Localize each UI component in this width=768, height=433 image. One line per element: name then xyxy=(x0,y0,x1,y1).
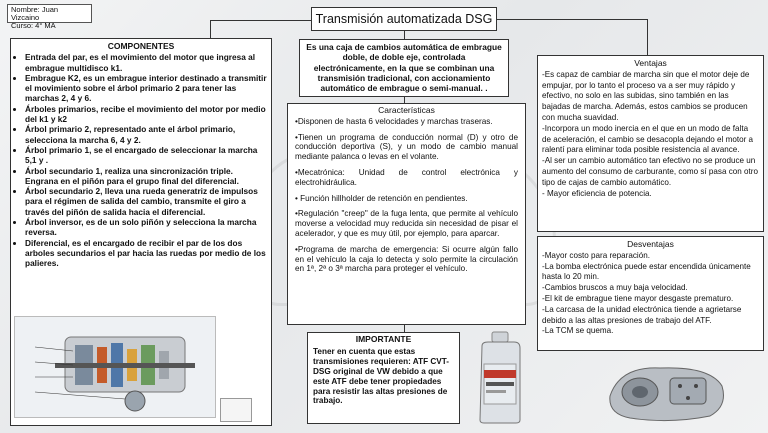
caracteristicas-box xyxy=(287,103,526,325)
caracteristica-item: •Mecatrónica: Unidad de control electrónica y electrohidráulica. xyxy=(295,167,518,187)
connector-line xyxy=(210,20,211,38)
caracteristica-item: •Programa de marcha de emergencia: Si ocurre algún fallo en el vehículo la caja lo detecta y solo permite la circulación en 1ª, 2ª o 3ª marcha para proteger el vehículo. xyxy=(295,244,518,274)
desventaja-item: -La TCM se quema. xyxy=(542,326,614,336)
desventaja-item: -La carcasa de la unidad electrónica tiende a agrietarse debido a las altas presiones de trabajo del ATF. xyxy=(542,304,742,325)
ventaja-item: - Mayor eficiencia de potencia. xyxy=(542,188,652,198)
ventaja-item: -Es capaz de cambiar de marcha sin que el motor deje de empujar, por lo tanto el proceso va a ser muy rápido y efectivo, no solo en las subidas, sino también en las bajadas de marcha. Además, estos cambios se producen con mucha suavidad. xyxy=(542,69,750,122)
caracteristica-item: • Función hillholder de retención en pendientes. xyxy=(295,193,468,203)
caracteristicas-heading: Características xyxy=(378,105,435,115)
component-item: • Árbol primario 1, se el encargado de seleccionar la marcha 5,1 y . xyxy=(25,145,267,166)
gearbox-cutaway-diagram xyxy=(14,316,216,418)
ventajas-heading: Ventajas xyxy=(634,58,667,68)
author-course: Curso: 4° MA xyxy=(11,21,56,30)
desventaja-item: -El kit de embrague tiene mayor desgaste prematuro. xyxy=(542,293,734,303)
components-list xyxy=(15,52,267,268)
dsg-gearbox-image xyxy=(600,356,730,426)
desventaja-item: -Cambios bruscos a muy baja velocidad. xyxy=(542,283,688,293)
component-item: • Árbol secundario 1, realiza una sincronización triple. Engrana en el piñón para el grupo final del diferencial. xyxy=(25,166,267,187)
definition-box: Es una caja de cambios automática de embrague doble, de doble eje, controlada electrónicamente, en la que se combinan una transmisión tradicional, con accionamiento automático de embrague o semi-manual. . xyxy=(299,39,509,97)
desventaja-item: -La bomba electrónica puede estar encendida únicamente hasta lo 20 min. xyxy=(542,261,751,282)
ventaja-item: -Incorpora un modo inercia en el que en un modo de falta de aceleración, el cambio se desacopla dejando el motor a ralentí para eliminar toda posible resistencia al avance. xyxy=(542,123,754,155)
desventajas-box xyxy=(537,236,764,351)
atf-oil-bottle-image xyxy=(470,330,532,425)
component-item: • Embrague K2, es un embrague interior destinado a transmitir el movimiento sobre el árbol primario 2 para tener las marchas 2, 4 y 6. xyxy=(25,73,267,104)
importante-box xyxy=(307,332,460,424)
connector-line xyxy=(404,31,405,39)
component-item: • Diferencial, es el encargado de recibir el par de los dos arboles secundarios el par hacia las ruedas por medio de los palieres. xyxy=(25,238,267,269)
ventaja-item: -Al ser un cambio automático tan efectivo no se produce un aumento del consumo de carburante, como sí pasa con otro tipo de cajas de cambio automático. xyxy=(542,156,758,187)
connector-line xyxy=(210,20,311,21)
components-heading: COMPONENTES xyxy=(107,41,175,51)
component-item: • Árboles primarios, recibe el movimiento del motor por medio del k1 y k2 xyxy=(25,104,267,125)
caracteristica-item: •Disponen de hasta 6 velocidades y marchas traseras. xyxy=(295,116,493,126)
importante-text: Tener en cuenta que estas transmisiones requieren: ATF CVT-DSG original de VW debido a que este ATF debe tener propiedades para resistir las altas presiones de trabajo. xyxy=(313,346,450,406)
brand-logo xyxy=(220,398,252,422)
page-title: Transmisión automatizada DSG xyxy=(311,7,497,31)
component-item: • Árbol inversor, es de un solo piñón y selecciona la marcha reversa. xyxy=(25,217,267,238)
caracteristica-item: •Regulación "creep" de la fuga lenta, que permite al vehículo moverse a velocidad muy reducida sin necesidad de pisar el acelerador, y que es muy útil, por ejemplo, para aparcar. xyxy=(295,209,518,238)
connector-line xyxy=(497,19,647,20)
desventajas-heading: Desventajas xyxy=(627,239,674,249)
connector-line xyxy=(404,325,405,332)
component-item: • Entrada del par, es el movimiento del motor que ingresa al embrague multidisco k1. xyxy=(25,52,267,73)
component-item: • Árbol secundario 2, lleva una rueda generatriz de impulsos para el régimen de salida del cambio, transmite el giro a través del piñón de salida hacia el diferencial. xyxy=(25,186,267,217)
connector-line xyxy=(647,19,648,55)
author-name: Nombre: Juan Vizcaino xyxy=(11,5,59,22)
desventaja-item: -Mayor costo para reparación. xyxy=(542,250,650,260)
ventajas-box xyxy=(537,55,764,232)
caracteristica-item: •Tienen un programa de conducción normal (D) y otro de conducción deportiva (S), y un modo de cambio manual mediante palanca o levas en el volante. xyxy=(295,132,518,162)
importante-heading: IMPORTANTE xyxy=(355,334,412,344)
author-box xyxy=(7,4,92,30)
component-item: • Árbol primario 2, representado ante el árbol primario, selecciona la marcha 6, 4 y 2. xyxy=(25,124,267,145)
